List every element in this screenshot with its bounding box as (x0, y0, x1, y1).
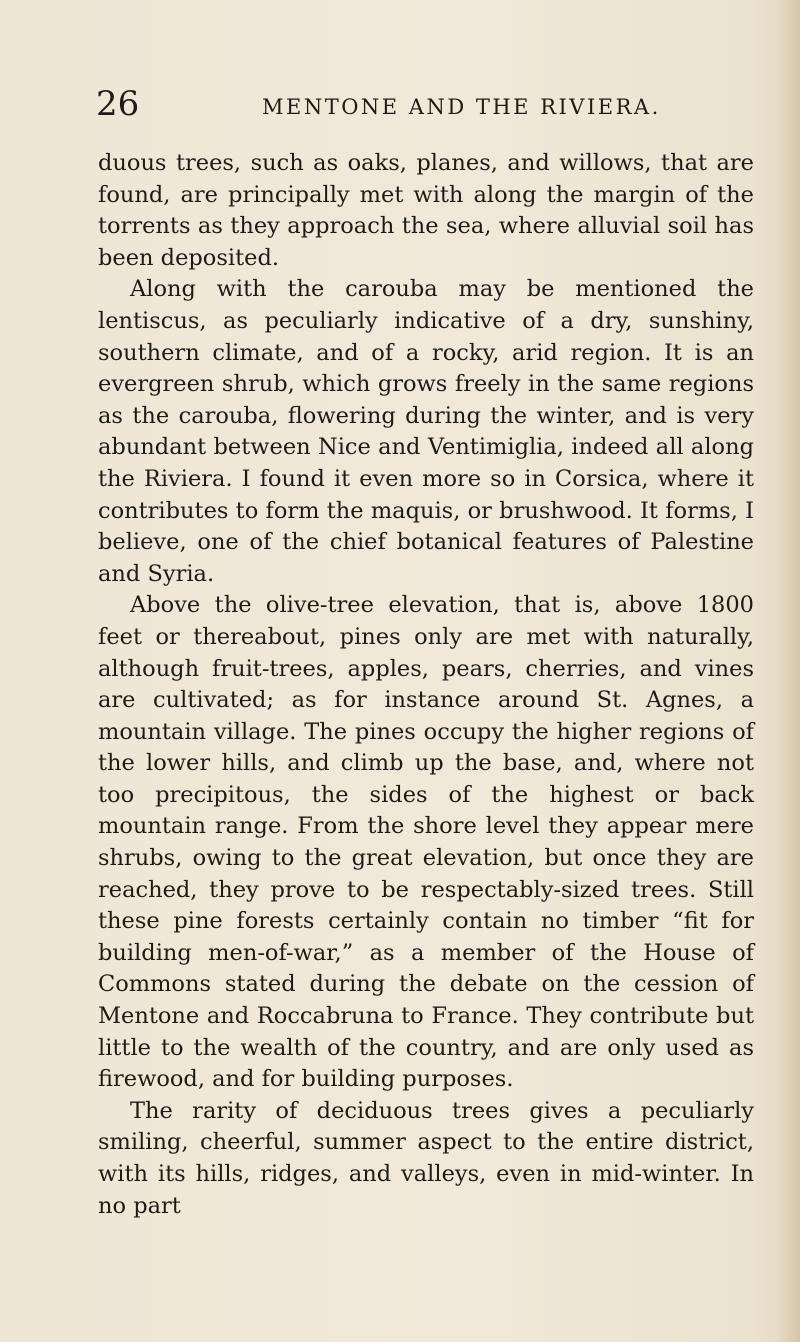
running-head: MENTONE AND THE RIVIERA. (262, 95, 661, 119)
page-header (0, 84, 800, 124)
paragraph-continuation: duous trees, such as oaks, planes, and willows, that are found, are principally met with along the margin of the torrents as they approach the sea, where alluvial soil has been deposited. (98, 150, 754, 271)
body-text (98, 148, 754, 1222)
paragraph-deciduous: The rarity of deciduous trees gives a peculiarly smiling, cheerful, summer aspect to the entire district, with its hills, ridges, and valleys, even in mid-winter. In no part (98, 1097, 754, 1219)
paragraph-lentiscus: Along with the carouba may be mentioned the lentiscus, as peculiarly indicative of a dry, sunshiny, southern climate, and of a rocky, arid region. It is an evergreen shrub, which grows freely in the same regions as the carouba, flowering during the winter, and is very abundant between Nice and Ventimiglia, indeed all along the Riviera. I found it even more so in Corsica, where it contributes to form the maquis, or brushwood. It forms, I believe, one of the chief botanical features of Palestine and Syria. (98, 276, 754, 587)
paragraph-pines: Above the olive-tree elevation, that is, above 1800 feet or thereabout, pines only are met with naturally, although fruit-trees, apples, pears, cherries, and vines are cultivated; as for instance around St. Agnes, a mountain village. The pines occupy the higher regions of the lower hills, and climb up the base, and, where not too precipitous, the sides of the highest or back mountain range. From the shore level they appear mere shrubs, owing to the great elevation, but once they are reached, they prove to be respectably-sized trees. Still these pine forests certainly contain no timber “fit for building men-of-war,” as a member of the House of Commons stated during the debate on the cession of Mentone and Roccabruna to France. They contribute but little to the wealth of the country, and are only used as firewood, and for building purposes. (98, 592, 754, 1093)
page-edge-shadow (778, 0, 800, 1342)
page-number: 26 (96, 84, 140, 124)
